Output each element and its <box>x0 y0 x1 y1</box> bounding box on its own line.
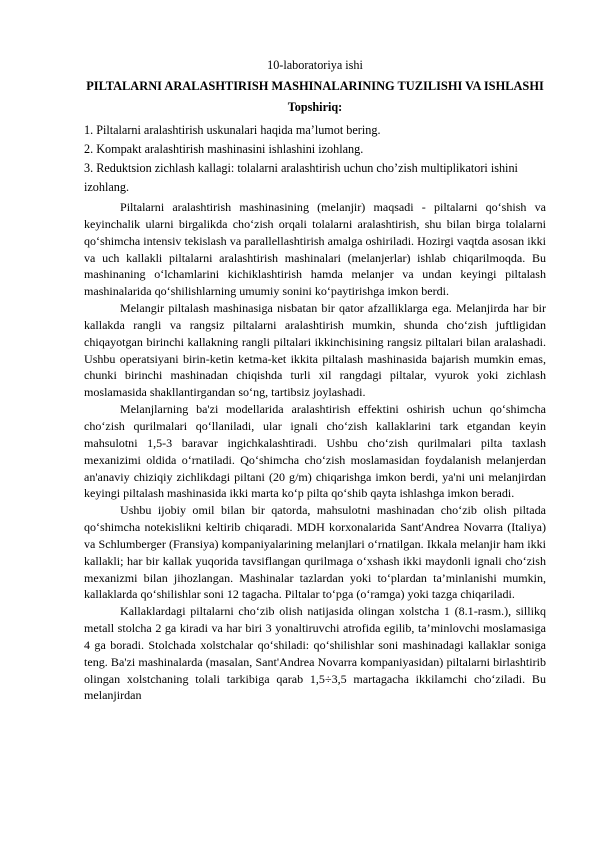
document-title: PILTALARNI ARALASHTIRISH MASHINALARINING TUZILISHI VA ISHLASHI <box>86 79 544 93</box>
paragraph-4: Ushbu ijobiy omil bilan bir qatorda, mahsulotni mashinadan cho‘zib olish piltada qo‘shimcha notekislikni keltirib chiqaradi. MDH korxonalarida Sant'Andrea Novarra (Italiya) va Schlumberger (Fransiya) kompaniyalarining melanjlari o‘rnatilgan. Ikkala melanjir ham ikki kallakli; har bir kallak yuqorida tavsiflangan qurilmaga o‘xshash ikki maydonli ignali cho‘zish mexanizmi bilan jihozlangan. Mashinalar tazlardan yoki to‘plardan ta’minlanishi mumkin, kallaklarda qo‘shilishlar soni 12 tagacha. Piltalar to‘pga (o‘ramga) yoki tazga chiqariladi. <box>84 503 546 602</box>
paragraph-5: Kallaklardagi piltalarni cho‘zib olish natijasida olingan xolstcha 1 (8.1-rasm.), sillikq metall stolcha 2 ga kiradi va har biri 3 yonaltiruvchi atrofida egilib, ta’minlovchi moslamasiga 4 ga boradi. Stolchada xolstchalar qo‘shiladi: qo‘shilishlar soni mashinadagi kallaklar soniga teng. Ba'zi mashinalarda (masalan, Sant'Andrea Novarra kompaniyasidan) piltalarni birlashtirib olingan xolstchaning tolali tarkibiga qarab 1,5÷3,5 martagacha ikkilamchi cho‘ziladi. Bu melanjirdan <box>84 604 546 703</box>
paragraph-3: Melanjlarning ba'zi modellarida aralashtirish effektini oshirish uchun qo‘shimcha cho‘zish qurilmalari qo‘llaniladi, ular ignali cho‘zish kallaklarini tark etgandan keyin mahsulotni 1,5-3 baravar ingichkalashtiradi. Ushbu cho‘zish qurilmalari pilta taxlash mexanizimi oldida o‘rnatiladi. Qo‘shimcha cho‘zish moslamasidan foydalanish melanjerdan an'anaviy chiziqiy zichlikdagi piltani (20 g/m) chiqarishga imkon berdi, ya'ni uni melanjirdan keyingi piltalash mashinasida ikki marta ko‘p pilta qo‘shib qayta ishlashga imkon beradi. <box>84 402 546 501</box>
lab-number: 10-laboratoriya ishi <box>267 58 363 72</box>
body-text <box>84 199 546 704</box>
task-item-1: 1. Piltalarni aralashtirish uskunalari haqida ma’lumot bering. <box>84 123 381 137</box>
task-item-3: 3. Reduktsion zichlash kallagi: tolalarni aralashtirish uchun cho’zish multiplikatori ishini izohlang. <box>84 161 518 194</box>
paragraph-1: Piltalarni aralashtirish mashinasining (melanjir) maqsadi - piltalarni qo‘shish va keyinchalik ularni birgalikda cho‘zish orqali tolalarni aralashtirish, shu bilan birga tolalarni qo‘shimcha intensiv tekislash va parallellashtirish amalga oshiriladi. Hozirgi vaqtda asosan ikki va uch kallakli piltalarni aralashtirish mashinalari (melanjerlar) ishlab chiqarilmoqda. Bu mashinaning o‘lchamlarini kichiklashtirish hamda melanjer va undan keyingi piltalash mashinalarida qo‘shilishlarning umumiy sonini ko‘paytirishga imkon berdi. <box>84 200 546 299</box>
document-page <box>84 57 546 704</box>
task-list <box>84 121 546 197</box>
task-heading: Topshiriq: <box>287 100 343 114</box>
paragraph-2: Melangir piltalash mashinasiga nisbatan bir qator afzalliklarga ega. Melanjirda har bir kallakda rangli va rangsiz piltalarni aralashtirish mumkin, shunda cho‘zish juftligidan chiqayotgan birinchi kallakning rangli piltalari ikkinchisining rangsiz piltalari bilan aralashadi. Ushbu operatsiyani birin-ketin ketma-ket ikkita piltalash mashinasida bajarish mumkin emas, chunki birinchi mashinadan chiqishda turli xil rangdagi piltalar, vyurok yoki zichlash moslamasida shakllantirgandan so‘ng, tartibsiz joylashadi. <box>84 301 546 400</box>
task-item-2: 2. Kompakt aralashtirish mashinasini ishlashini izohlang. <box>84 142 364 156</box>
